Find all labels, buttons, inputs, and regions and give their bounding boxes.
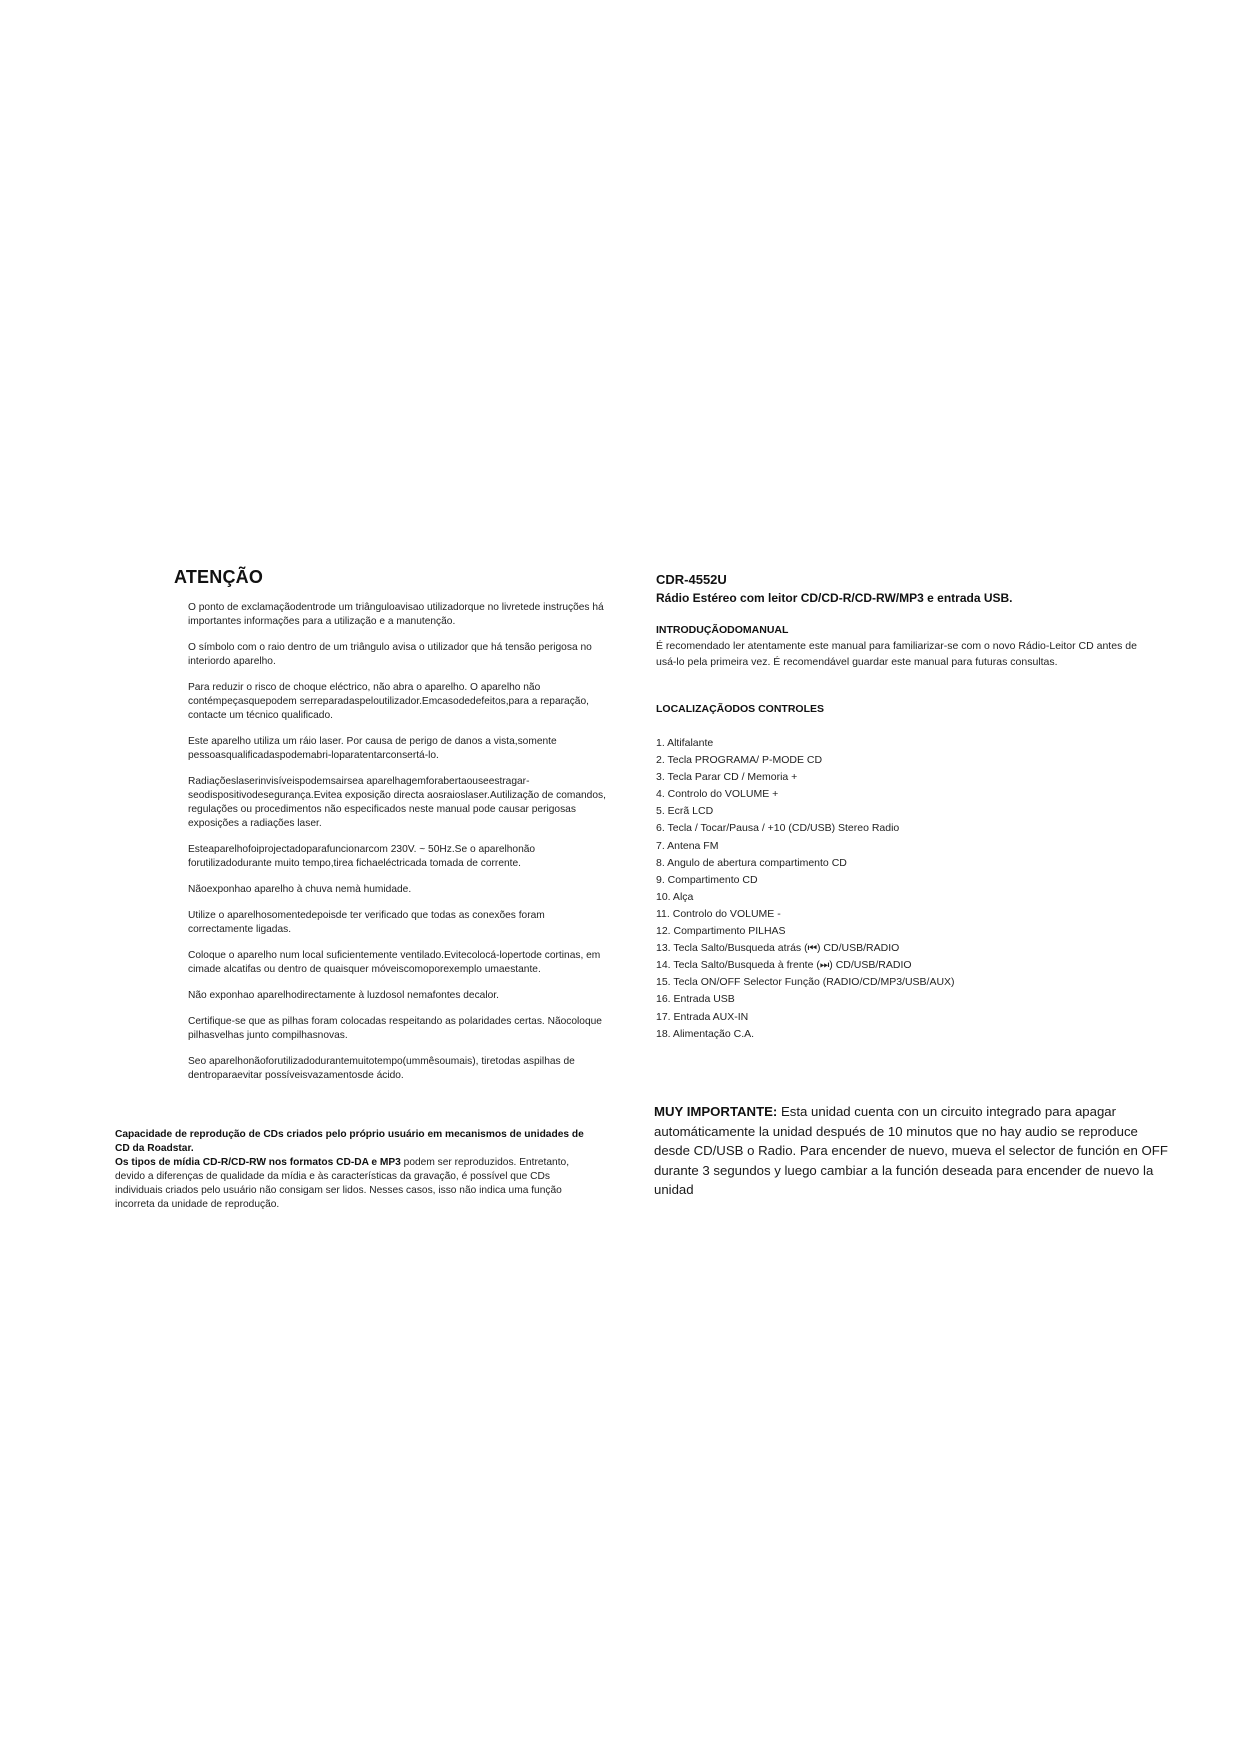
warning-item: Coloque o aparelho num local suficientemente ventilado.Evitecolocá-lopertode cortinas, em cimade alcatifas ou dentro de quaisquer móveiscomoporexemplo umaestante. — [188, 950, 601, 975]
important-body: Esta unidad cuenta con un circuito integrado para apagar automáticamente la unidad después de 10 minutos que no hay audio se reproduce desde CD/USB o Radio. Para encender de nuevo, mueva el selector de función en OFF durante 3 segundos y luego cambiar a la función deseada para encender de nuevo la unidad — [654, 1104, 1168, 1197]
capacity-heading: Capacidade de reprodução de CDs criados pelo próprio usuário em mecanismos de unidades de CD da Roadstar. — [115, 1129, 584, 1154]
control-item: 4. Controlo do VOLUME + — [656, 788, 779, 801]
control-item: 3. Tecla Parar CD / Memoria + — [656, 771, 798, 784]
controls-list — [656, 735, 955, 1043]
control-item: 13. Tecla Salto/Busqueda atrás (⏮) CD/USB/RADIO — [656, 942, 900, 955]
control-item: 6. Tecla / Tocar/Pausa / +10 (CD/USB) Stereo Radio — [656, 822, 900, 835]
intro-heading: INTRODUÇÃODOMANUAL — [656, 624, 789, 636]
control-item: 10. Alça — [656, 890, 694, 903]
control-item: 7. Antena FM — [656, 839, 719, 852]
warning-item: Seo aparelhonãoforutilizadodurantemuitotempo(ummêsoumais), tiretodas aspilhas de dentroparaevitar possíveisvazamentosde ácido. — [188, 1056, 575, 1081]
capacity-lead: Os tipos de mídia CD-R/CD-RW nos formatos CD-DA e MP3 — [115, 1157, 401, 1168]
control-item: 5. Ecrã LCD — [656, 805, 714, 818]
important-notice — [654, 1102, 1174, 1200]
control-item: 18. Alimentação C.A. — [656, 1027, 755, 1040]
control-item: 9. Compartimento CD — [656, 873, 758, 886]
warning-item: Nãoexponhao aparelho à chuva nemà humidade. — [188, 884, 412, 895]
control-item: 15. Tecla ON/OFF Selector Função (RADIO/CD/MP3/USB/AUX) — [656, 976, 955, 989]
product-subtitle: Rádio Estéreo com leitor CD/CD-R/CD-RW/MP3 e entrada USB. — [656, 591, 1013, 605]
intro-body: É recomendado ler atentamente este manual para familiarizar-se com o novo Rádio-Leitor CD antes de usá-lo pela primeira vez. É recomendável guardar este manual para futuras consultas. — [656, 640, 1137, 668]
control-item: 1. Altifalante — [656, 737, 714, 749]
control-item: 2. Tecla PROGRAMA/ P-MODE CD — [656, 754, 823, 767]
control-item: 16. Entrada USB — [656, 993, 735, 1006]
control-item: 12. Compartimento PILHAS — [656, 925, 786, 938]
warning-item: Este aparelho utiliza um ráio laser. Por causa de perigo de danos a vista,somente pessoasqualificadaspodemabri-loparatentarconsertá-lo. — [188, 736, 557, 761]
control-item: 11. Controlo do VOLUME - — [656, 907, 781, 920]
capacity-body: podem ser reproduzidos. Entretanto, devido a diferenças de qualidade da mídia e às características da gravação, é possível que CDs individuais criados pelo usuário não consigam ser lidos. Nesses casos, isso não indica uma função incorreta da unidade de reprodução. — [115, 1157, 570, 1210]
important-label: MUY IMPORTANTE: — [654, 1104, 778, 1119]
warning-item: Utilize o aparelhosomentedepoisde ter verificado que todas as conexões foram correctamente ligadas. — [188, 910, 545, 935]
controls-heading: LOCALIZAÇÃODOS CONTROLES — [656, 703, 824, 715]
warning-item: O símbolo com o raio dentro de um triângulo avisa o utilizador que há tensão perigosa no interiordo aparelho. — [188, 642, 592, 667]
warning-list — [188, 601, 608, 1095]
control-item: 14. Tecla Salto/Busqueda à frente (⏭) CD/USB/RADIO — [656, 959, 912, 972]
control-item: 8. Angulo de abertura compartimento CD — [656, 856, 847, 869]
warning-item: Certifique-se que as pilhas foram colocadas respeitando as polaridades certas. Nãocoloque pilhasvelhas junto compilhasnovas. — [188, 1016, 602, 1041]
model-number: CDR-4552U — [656, 572, 727, 587]
warning-item: Radiaçõeslaserinvisíveispodemsairsea aparelhagemforabertaouseestragar-seodispositivodesegurança.Evitea exposição directa aosraioslaser.Autilização de comandos, regulações ou procedimentos não especificados neste manual pode causar perigosas exposições a radiações laser. — [188, 776, 606, 829]
control-item: 17. Entrada AUX-IN — [656, 1010, 749, 1023]
warning-item: Para reduzir o risco de choque eléctrico, não abra o aparelho. O aparelho não contémpeçasquepodem serreparadaspeloutilizador.Emcasodedefeitos,para a reparação, contacte um técnico qualificado. — [188, 682, 589, 721]
warning-item: O ponto de exclamaçãodentrode um triânguloavisao utilizadorque no livretede instruções há importantes informações para a utilização e a manutenção. — [188, 602, 604, 627]
capacity-section — [115, 1128, 585, 1212]
warning-item: Não exponhao aparelhodirectamente à luzdosol nemafontes decalor. — [188, 990, 499, 1001]
warning-item: Esteaparelhofoiprojectadoparafuncionarcom 230V. ~ 50Hz.Se o aparelhonão forutilizadodurante muito tempo,tirea fichaeléctricada tomada de corrente. — [188, 844, 536, 869]
page-title: ATENÇÃO — [174, 567, 264, 587]
